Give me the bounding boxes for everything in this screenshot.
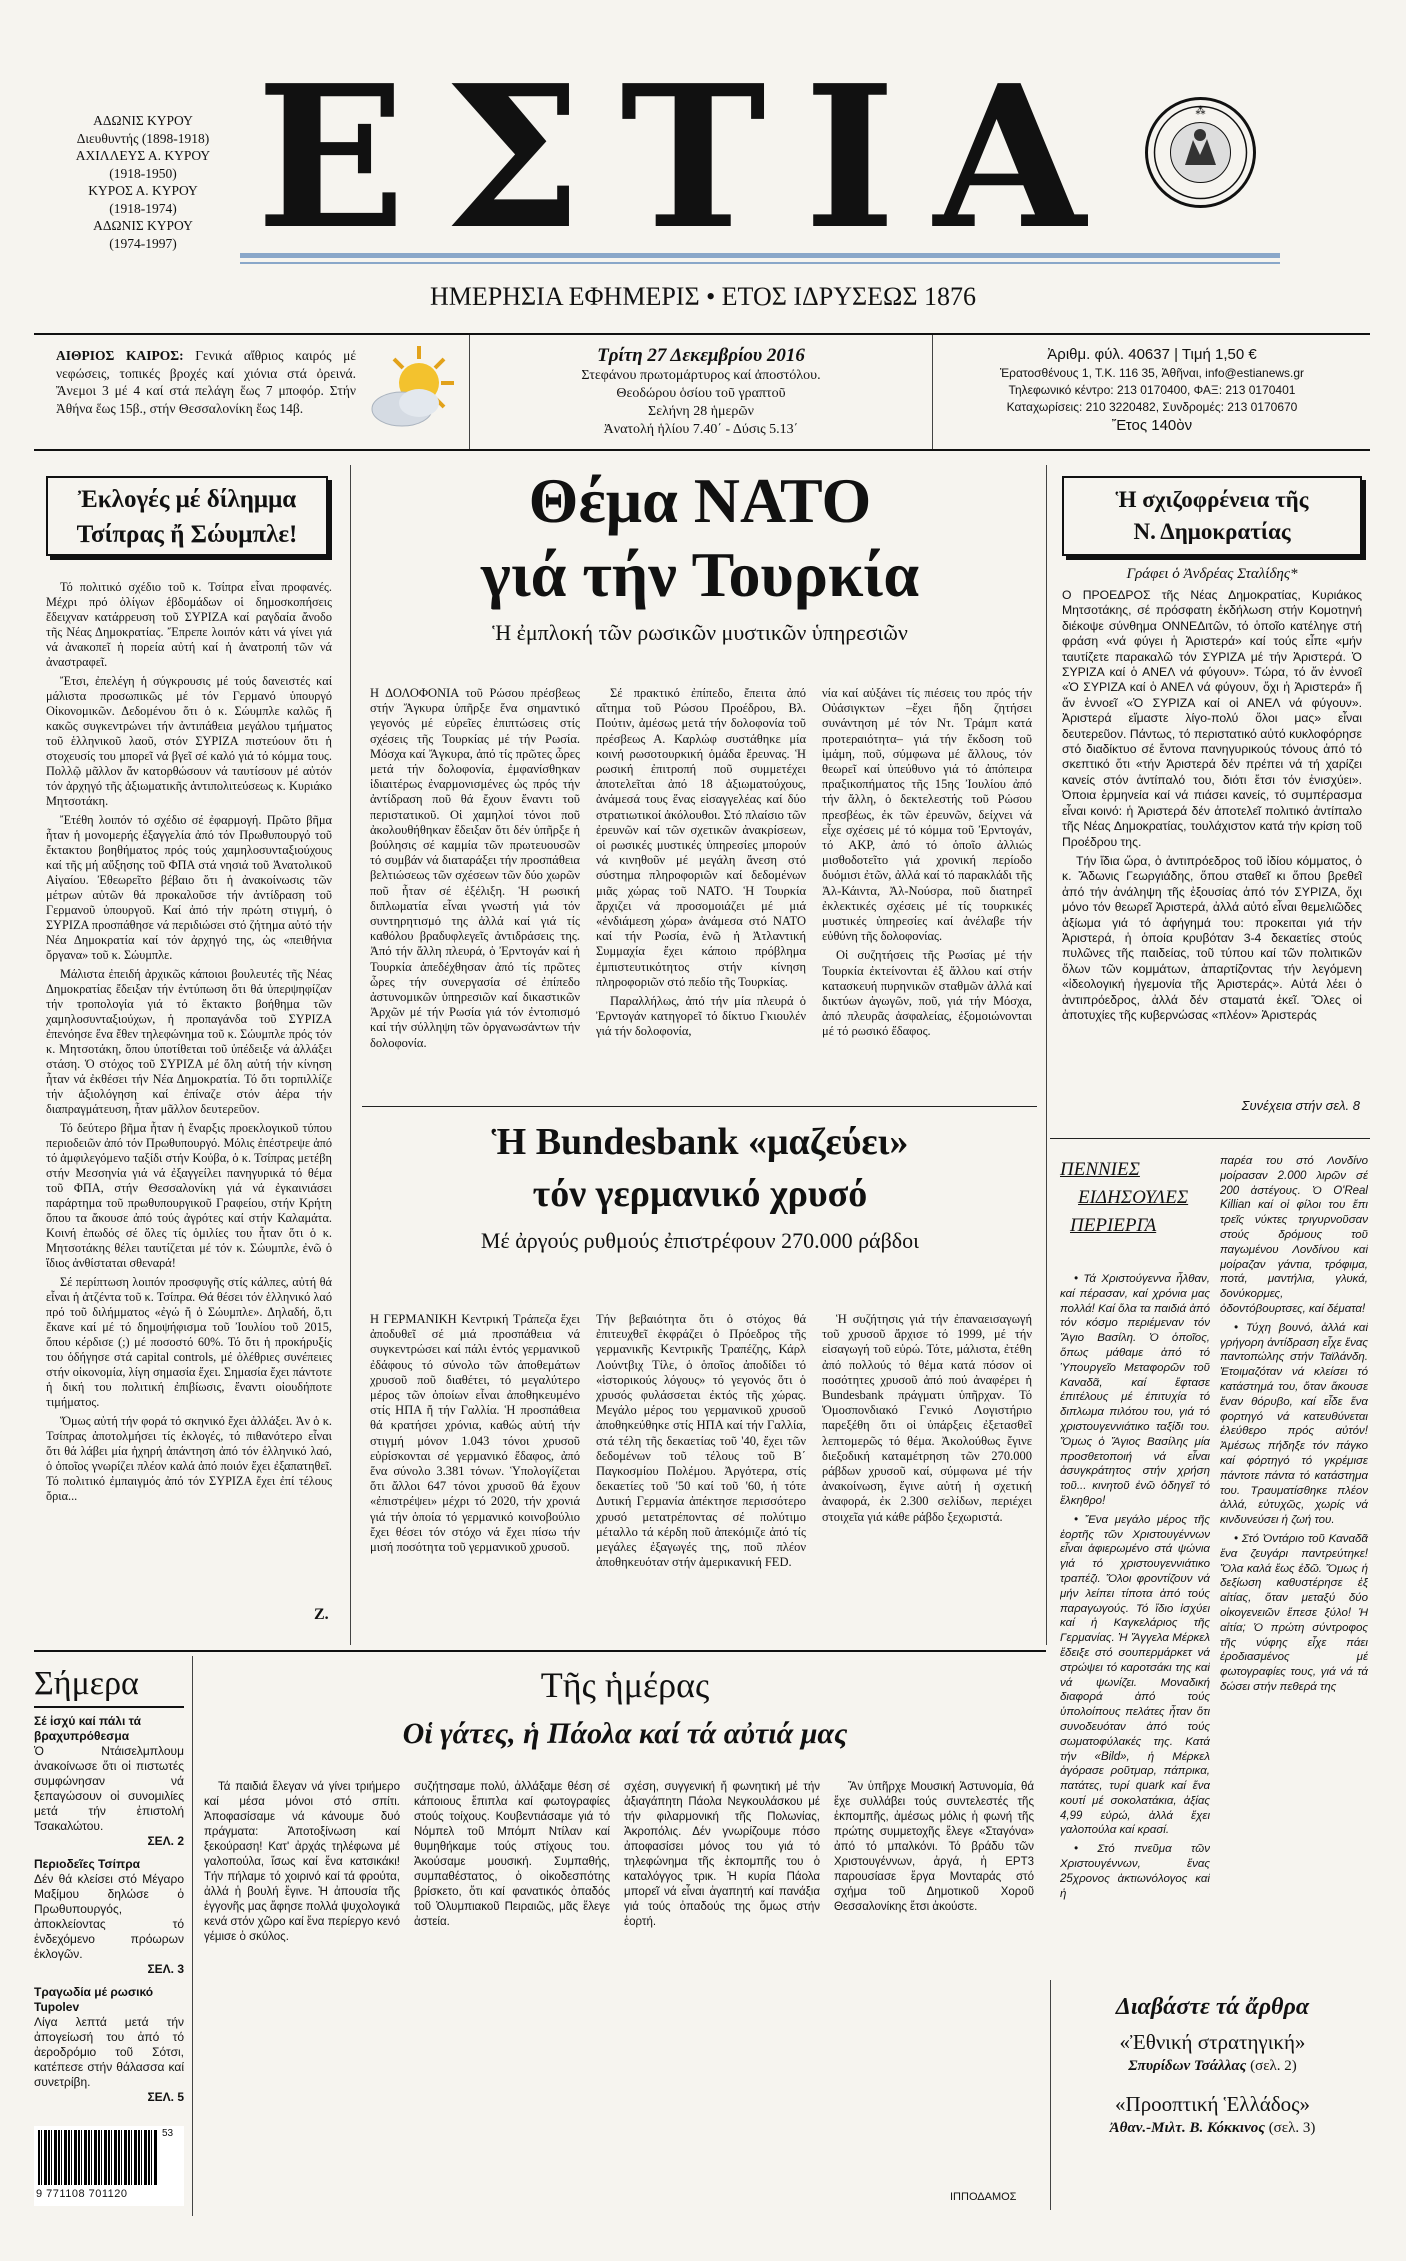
section-rule bbox=[1050, 1138, 1370, 1139]
paragraph: νία καί αὐξάνει τίς πιέσεις του πρός τήν Οὐάσιγκτων –ἔχει ἤδη ζητήσει συνάντηση μέ τόν Ντ. Τράμπ κατά προτεραιότητα– γιά τήν ἔκδοση τοῦ ἰμάμη, ποῦ, σύμφωνα μέ ἄλλους, τόν θεωρεῖ καί ὑπεύθυνο γιά τό ἀπόπειρα πραξικοπήματος τῆς 15ης Ἰουλίου ἀπό τήν ἄλλη, ὁ δεκτελεστής τοῦ Ρώσου πρεσβέως, ἐκ τῶν ἐρευνῶν, δείχνει νά εἶχε σχέσεις μέ τό κόμμα τοῦ Ἐρντογάν, τό ΑΚΡ, ἀπό τό ὁποῖο ἀλλιώς μισθοδοτεῖτο γιά χρονική περίοδο δυόμισι ἐτῶν, ἀλλά καί τό παρακλάδι τῆς Ἀλ-Κάιντα, Ἀλ-Νούσρα, ποῦ διατηρεῖ ἐκλεκτικές σχέσεις μέ τίς τουρκικές μυστικές ὑπηρεσίες καί ἀνέλαβε τήν εὐθύνη τῆς δολοφονίας. bbox=[822, 686, 1032, 944]
paragraph: Ο ΠΡΟΕΔΡΟΣ τῆς Νέας Δημοκρατίας, Κυριάκος Μητσοτάκης, σέ πρόσφατη ἐκδήλωση στήν Κομοτηνή διέκοψε σύνθημα ΟΝΝΕΔιτῶν, τό ὁποῖο κατέληγε στή φράση «νά φύγει ἡ Ἀριστερά» καί τούς εἶπε «μήν ταυτίζετε παρακαλῶ τόν ΣΥΡΙΖΑ μέ τήν Ἀριστερά. Ὁ ΣΥΡΙΖΑ καί ὁ ΑΝΕΛ νά φύγουν». Τώρα, τό ἄν ἐννοεῖ «Ὁ ΣΥΡΙΖΑ καί ὁ ΑΝΕΛ νά φύγουν, ὄχι ἡ Ἀριστερά» ἤ ἄν ἐννοεῖ «Ὁ ΣΥΡΙΖΑ καί οἱ ΑΝΕΛ νά φύγουν». Ἀριστερά εἴμαστε λίγο-πολύ ὅλοι μας» εἶναι δευτερεῦον. Πάντως, τό περιστατικό αὐτό κυκλοφόρησε στό διαδίκτυο σέ ἔντονα πανηγυρικούς τόνους ἀπό τό σκεπτικό ὅτι «τήν Ἀριστερά δέν πρέπει νά τή χαρίζει κανείς στόν ἀντίπαλό του, διότι ἔτσι τόν ἐνισχύει». Όποια ἑρμηνεία καί νά πιάσει κανείς, τό συμπέρασμα εἶναι κοινό: ἡ Ἀριστερά δέν ἀποτελεῖ πολιτικό ἀντίπαλο τῆς Νέας Δημοκρατίας, τουλάχιστον κατά τήν κρίση τοῦ Προέδρου της. bbox=[1062, 588, 1362, 849]
simera-item-page: ΣΕΛ. 2 bbox=[147, 1834, 184, 1848]
continued-link[interactable]: Συνέχεια στήν σελ. 8 bbox=[1241, 1098, 1360, 1113]
founder-line: Διευθυντής (1898-1918) bbox=[76, 130, 210, 146]
nato-article bbox=[360, 458, 1040, 1100]
contact-line: Καταχωρίσεις: 210 3220482, Συνδρομές: 213 0170670 bbox=[1006, 400, 1298, 414]
paragraph: παρέα του στό Λονδίνο μοίρασαν 2.000 λιρῶν σέ 200 ἀστέγους. Ὁ O'Real Killian καί οἱ φίλοι του ἔπι τρεῖς νύκτες τριγυρνοῦσαν στούς δρόμους τοῦ παγωμένου Λονδίνου καί μοίραζαν γάντια, τρόφιμα, ποτά, μαντήλια, γλυκά, δονύκορμες, ὀδοντόβουρτσες, καί δέματα! bbox=[1220, 1155, 1368, 1315]
founders-list bbox=[68, 112, 218, 252]
saints-line: Στεφάνου πρωτομάρτυρος καί ἀποστόλου. bbox=[581, 368, 821, 383]
barcode bbox=[34, 2126, 184, 2206]
gossip-title-line: ΠΕΡΙΕΡΓΑ bbox=[1070, 1215, 1157, 1236]
simera-item bbox=[34, 1857, 184, 1977]
headline-line: Τσίπρας ἤ Σώυμπλε! bbox=[76, 521, 298, 548]
date-box bbox=[470, 345, 932, 439]
headline-line: γιά τήν Τουρκία bbox=[480, 539, 920, 610]
paragraph: Ἡ συζήτησις γιά τήν ἐπαναεισαγωγή τοῦ χρυσοῦ ἄρχισε τό 1999, μέ τήν εἰσαγωγή τοῦ εὐρώ. Τότε, μάλιστα, ἐτέθη ἀπό πολλούς τό θέμα κατά πόσον οἱ ποσότητες χρυσοῦ ἀπό πού ἀναφέρει ἡ Bundesbank πράγματι ὑπῆρχαν. Τό Ὁμοσπονδιακό Γενικό Λογιστήριο παρεξέθη ὅτι οἱ ὑπάρξεις ἐξετασθεῖ λεπτομερῶς τό θέμα. Ἀκολούθως ἔγινε διεξοδική καταμέτρηση τῶν 270.000 ράβδων χρυσοῦ καί, σύμφωνα μέ τήν ἀνακοίνωση, ἔγινε αὐτή ἡ σχετική ἀναφορά, ἐκ 2.300 σελίδων, περιέχει στοιχεῖα γιά κάθε ράβδο ξεχωριστά. bbox=[822, 1312, 1032, 1524]
headline-line: Θέμα ΝΑΤΟ bbox=[528, 465, 872, 536]
tis-imeras-signature: ΙΠΠΟΔΑΜΟΣ bbox=[950, 2191, 1017, 2203]
paragraph: συζήτησαμε πολύ, ἀλλάξαμε θέση σέ κάποιους ἔπιπλα καί φωτογραφίες στούς τοίχους. Κουβεντιάσαμε γιά τό Νόμπελ τοῦ Μπόμπ Ντίλαν καί θυμηθήκαμε τούς στίχους του. Ἀκούσαμε μουσική. Συμπαθής, συμπαθέστατος, ὁ οἰκοδεσπότης βρίσκετο, ὅτι καί φανατικός ὀπαδός τοῦ Ὀλυμπιακοῦ Πειραιῶς, μᾶς ἔλεγε ἀστεία. bbox=[414, 1781, 610, 1928]
tis-imeras-col-2 bbox=[414, 1780, 610, 2200]
article-link-headline: «Προοπτική Ἑλλάδος» bbox=[1115, 2092, 1310, 2116]
year: Ἔτος 140ὸν bbox=[1111, 417, 1193, 434]
right-headline bbox=[1064, 478, 1360, 548]
article-link-headline: «Ἐθνική στρατηγική» bbox=[1119, 2030, 1306, 2054]
founder-line: (1918-1974) bbox=[109, 200, 177, 216]
headline-line: Ἡ σχιζοφρένεια τῆς bbox=[1115, 487, 1309, 512]
simera-item bbox=[34, 1714, 184, 1849]
contact-line: Τηλεφωνικό κέντρο: 213 0170400, ΦΑΞ: 213 0170401 bbox=[1008, 383, 1296, 397]
paragraph: Ἔτσι, ἐπελέγη ἡ σύγκρουσις μέ τούς δανειστές καί μάλιστα προσωπικῶς μέ τόν Γερμανό ὑπουργό Οἰκονομικῶν. Δεδομένου ὅτι ὁ κ. Σώυμπλε καλῶς ἤ κακῶς συγκεντρώνει τήν ἀντιπάθεια μεγάλου τμήματος τοῦ ἑλληνικοῦ λαοῦ, στόν ΣΥΡΙΖΑ πιστεύουν ὅτι ἡ στοχευσίς του μπορεῖ νά βγεῖ σέ καλό γιά τό κόμμα τους. Πολλῷ μᾶλλον ἄν κατορθώσουν νά ταυτίσουν μέ αὐτόν τόν ἀρχηγό τῆς ἀξιωματικῆς ἀντιπολιτεύσεως κ. Κυριάκο Μητσοτάκη. bbox=[46, 674, 332, 808]
paragraph: Η ΓΕΡΜΑΝΙΚΗ Κεντρική Τράπεζα ἔχει ἀποδυθεῖ σέ μιά προσπάθεια νά συγκεντρώσει καί πάλι ἐντός γερμανικοῦ ἐδάφους τό σύνολο τῶν ἀποθεμάτων χρυσοῦ ποῦ διαθέτει, τό μεγαλύτερο μέρος τῶν ὁποίων εἶναι ἀποθηκευμένο στίς ΗΠΑ ἤ τήν Γαλλία. Ἡ προσπάθεια θά κρατήσει χρόνια, καθώς αὐτή τήν στιγμή μόνον 1.043 τόνοι χρυσοῦ εὑρίσκονται σέ γερμανικό ἔδαφος, ἀπό ἕνα σύνολο 3.381 τόνων. Ὑπολογίζεται ὅτι ἄλλοι 647 τόνοι χρυσοῦ θά ἔχουν «ἐπιστρέψει» μέχρι τό 2020, τήν χρονιά γιά τήν ὁποία τό γερμανικό κοινοβούλιο ἔχει θέσει τόν στόχο νά ἔχει πίσω τήν μισή ποσότητα τοῦ γερμανικοῦ χρυσοῦ. bbox=[370, 1312, 580, 1555]
paragraph: Τά παιδιά ἔλεγαν νά γίνει τριήμερο καί μέσα μόνοι στό σπίτι. Ἀποφασίσαμε νά κάνουμε δυό πράγματα: Ἀποτοξίνωση καί ξεκούραση! Κατ' ἀρχάς τηλέφωνα μέ γαλοπούλα, ἴσως καί ἕνα κατσικάκι! Τήν πήλαμε τό χοιρινό καί τά φρούτα, ἀλλά ἡ βουλή ἔγινε. Ἡ ἀπουσία τῆς ἐγγονῆς μας ἄφησε πολλά ψυχολογικά κενά στόν χῶρο καί ἕνα περίεργο κενό γέμισε ὁ σκύλος. bbox=[204, 1781, 400, 1943]
column-rule bbox=[192, 1656, 193, 2216]
svg-text:⁂: ⁂ bbox=[1195, 106, 1206, 117]
page-ref: (σελ. 3) bbox=[1268, 2120, 1316, 2136]
gossip-title-line: ΕΙΔΗΣΟΥΛΕΣ bbox=[1078, 1187, 1189, 1208]
paragraph: Ἔτέθη λοιπόν τό σχέδιο σέ ἐφαρμογή. Πρῶτο βῆμα ἦταν ἡ μονομερής ἐξαγγελία ἀπό τόν Πρωθυπουργό τοῦ ἔκτακτου βοηθήματος πρός τούς χαμηλοσυνταξιούχους καί τῆς μή αὔξησης τοῦ ΦΠΑ στά νησιά τοῦ Ἀνατολικοῦ Αἰγαίου. Ἐθεωρεῖτο βέβαιο ὅτι ἡ ἀνακοίνωσις τῶν μέτρων αὐτῶν θά προκαλοῦσε τήν ἀντίδραση τοῦ Γερμανοῦ ὑπουργοῦ. Καί ἀπό τήν πρώτη στιγμή, ὁ ΣΥΡΙΖΑ προσπάθησε νά περιδιώσει στό ζήτημα αὐτό τήν Νέα Δημοκρατία καί τόν ἀρχηγό της, ὡς «πειθήνια ὄργανα» τοῦ κ. Σώυμπλε. bbox=[46, 813, 332, 962]
byline: Ἀθαν.-Μιλτ. Β. Κόκκινος bbox=[1109, 2120, 1265, 2136]
barcode-bars bbox=[38, 2130, 158, 2185]
simera-item-page: ΣΕΛ. 3 bbox=[147, 1962, 184, 1976]
headline-line: Ἡ Bundesbank «μαζεύει» bbox=[491, 1121, 909, 1163]
masthead-rule bbox=[240, 262, 1280, 264]
section-rule bbox=[34, 1650, 1046, 1652]
info-divider bbox=[932, 335, 933, 449]
simera-title: Σήμερα bbox=[34, 1665, 139, 1702]
newspaper-title: ΕΣΤΙΑ bbox=[256, 43, 1124, 273]
sun-times: Ἀνατολή ἡλίου 7.40΄ - Δύσις 5.13΄ bbox=[603, 422, 799, 437]
column-rule bbox=[350, 465, 351, 1645]
nato-col-2 bbox=[596, 686, 806, 1086]
right-headline-box bbox=[1062, 476, 1362, 556]
masthead-subtitle: ΗΜΕΡΗΣΙΑ ΕΦΗΜΕΡΙΣ • ΕΤΟΣ ΙΔΡΥΣΕΩΣ 1876 bbox=[430, 282, 976, 311]
gossip-title-line: ΠΕΝΝΙΕΣ bbox=[1060, 1159, 1140, 1180]
tis-imeras-title: Τῆς ἡμέρας bbox=[540, 1665, 710, 1705]
paragraph: Τό δεύτερο βῆμα ἦταν ἡ ἔναρξις προεκλογικοῦ τύπου περιοδειῶν ἀπό τόν Πρωθυπουργό. Μόλις ἐπέστρεψε ἀπό τό ἀμφιλεγόμενο ταξίδι στήν Κούβα, ὁ κ. Τσίπρας μετέβη στήν Μεσσηνία γιά νά ἐξαγγείλει πανηγυρικά τό θέμα τοῦ ΦΠΑ, στήν Θεσσαλονίκη γιά νά ἐγκαινιάσει παράρτημα τοῦ πρωθυπουργικοῦ Γραφείου, στήν Κρήτη ὅπου τα ἄκουσε ἀπό τούς ἀγρότες καί στήν Καλαμάτα. Κοινή ἐπωδός σέ ὅλες τίς ὁμιλίες του ἦταν ὅτι ὁ κ. Μητσοτάκης θέλει ταυτίζεται μέ τόν κ. Σώυμπλε, ἐνῶ ὁ ἴδιος ἀνθίσταται σθεναρά! bbox=[46, 1121, 332, 1270]
article-link[interactable] bbox=[1055, 2028, 1370, 2076]
masthead-rule bbox=[240, 253, 1280, 258]
paragraph: • Στό Ὀντάριο τοῦ Καναδᾶ ἕνα ζευγάρι παντρεύτηκε! Ὅλα καλά ἕως ἐδῶ. Ὅμως ἡ δεξίωση καθυστέρησε ἐξ αἰτίας, ὅταν μεταξύ δύο οἰκογενειῶν ἔπεσε ξύλο! Ἡ αἰτία; Ὁ πρώτη σύντροφος τῆς νύφης εἶχε πάει ἐροδιασμένος μέ φωτογραφίες τους, γιά νά τά δώσει στήν πεθερά της bbox=[1220, 1532, 1368, 1693]
paragraph: Τήν βεβαιότητα ὅτι ὁ στόχος θά ἐπιτευχθεῖ ἐκφράζει ὁ Πρόεδρος τῆς γερμανικῆς Κεντρικῆς Τραπέζης, Κάρλ Λούντβιχ Τίλε, ὁ ὁποῖος ἀποδίδει τό «ἱστορικούς λόγους» τό γεγονός ὅτι ὁ χρυσός φυλάσσεται ἐκτός τῆς χώρας. Μεγάλο μέρος του γερμανικοῦ χρυσοῦ ἀποθηκεύθηκε στίς ΗΠΑ καί τήν Γαλλία, στά τέλη τῆς δεκαετίας τοῦ '40, ἔχει τῶν δεδομένων τοῦ τέλους τοῦ Β΄ Παγκοσμίου Πολέμου. Ἀργότερα, στίς δεκαετίες τοῦ '50 καί τοῦ '60, ἡ τότε Δυτική Γερμανία ἀπέκτησε περισσότερο χρυσό μετατρέποντας σέ πολύτιμο μέταλλο τά κέρδη ποῦ ἀπεκόμιζε ἀπό τίς μεγάλες ἐξαγωγές της, ποῦ πλέον ἀποθηκευόταν στήν ἀμερικανική FED. bbox=[596, 1312, 806, 1570]
athens-seal-icon bbox=[1143, 95, 1258, 210]
paragraph: Σέ πρακτικό ἐπίπεδο, ἔπειτα ἀπό αἴτημα τοῦ Ρώσου Προέδρου, Βλ. Πούτιν, ἀμέσως μετά τήν δολοφονία τοῦ πρέσβεως Α. Καρλώφ συστάθηκε μία κοινή ρωσοτουρκική ὁμάδα ἔρευνας. Ἡ ρωσική ἐπιτροπή ποῦ συμμετέχει ἀποτελεῖται ἀπό 18 ἀξιωματούχους, ἀνάμεσά τους ἕνας εἰσαγγελέας καί δύο στρατιωτικοί ἀκόλουθοι. Στό πλαίσιο τῶν ἐρευνῶν καί τῶν σχετικῶν ἀνακρίσεων, οἱ ρωσικές μυστικές ὑπηρεσίες μπορούν νά κινηθοῦν μέ μεγάλη ἄνεση στό σύστημα πληροφοριῶν καί δεδομένων μιᾶς χώρας τοῦ ΝΑΤΟ. Ἡ Τουρκία ἄρχιζει νά προσομοιάζει μέ μιά «ἐνδιάμεση χώρα» ἀνάμεσα στό ΝΑΤΟ καί τήν Ρωσία, ἐνῶ ἡ Ἀτλαντική Συμμαχία ἔχει κάποιο πρόβλημα ἐμπιστευτικότητος στήν κίνηση πληροφοριῶν στό πεδίο τῆς Τουρκίας. bbox=[596, 686, 806, 989]
date: Τρίτη 27 Δεκεμβρίου 2016 bbox=[597, 345, 805, 366]
simera-item bbox=[34, 1985, 184, 2105]
paragraph: Τήν ἴδια ὥρα, ὁ ἀντιπρόεδρος τοῦ ἰδίου κόμματος, ὁ κ. Ἄδωνις Γεωργιάδης, ὅπου σταθεῖ κι ὅπου βρεθεῖ ἀπό τήν ἀνάληψη τῆς ἐξουσίας ἀπό τόν ΣΥΡΙΖΑ, ὄχι μόνο τόν θεωρεῖ Ἀριστερά, ἀλλά αὐτό εἶναι θεμελιῶδες ἀξίωμα γιά τό ἀφήγημά του: προκειται γιά τήν Ἀριστερά, ἡ ὁποία κρυβόταν 3-4 δεκαετίες στούς πυλῶνες τῆς παιδείας, τοῦ τύπου καί τῶν πολιτικῶν ὅλων τῶν κομμάτων, ἀπαρτίζοντας τήν λεγόμενη «ἰδεολογική ἡγεμονία τῆς Ἀριστεράς». Αὐτά λέει ὁ ἀντιπρόεδρος, ἀλλά δέν σταματά ἐκεῖ. Ὅλες οἱ ἀποτυχίες τῆς κυβερνώσας «πλέον» Ἀριστεράς bbox=[1062, 853, 1362, 1022]
left-article-body bbox=[46, 580, 332, 1590]
simera-item-text: Δέν θά κλείσει στό Μέγαρο Μαξίμου δηλώσε ὁ Πρωθυπουργός, ἀποκλείοντας τό ἐνδεχόμενο πρόωρων ἐκλογῶν. bbox=[34, 1872, 184, 1961]
right-article bbox=[1056, 468, 1372, 1118]
info-bar bbox=[34, 333, 1370, 451]
weather-text: Γενικά αἴθριος καιρός μέ νεφώσεις, τοπικές βροχές καί χιόνια στά ὀρεινά. Ἄνεμοι 3 μέ 4 καί στά πελάγη ἕως 7 μποφόρ. Στήν Ἀθήνα ἕως 15β., στήν Θεσσαλονίκη ἕως 14β. bbox=[56, 348, 356, 416]
articles-box-title: Διαβάστε τά ἄρθρα bbox=[1115, 1994, 1310, 2020]
barcode-number: 9 771108 701120 bbox=[36, 2188, 128, 2200]
tis-imeras-col-1 bbox=[204, 1780, 400, 2200]
left-article bbox=[34, 468, 340, 1643]
gossip-col-2 bbox=[1220, 1154, 1368, 1994]
right-author: Γράφει ὁ Ἀνδρέας Σταλίδης* bbox=[1126, 566, 1298, 582]
simera-section bbox=[34, 1656, 184, 2216]
headline-line: Ν. Δημοκρατίας bbox=[1133, 519, 1291, 544]
nato-subhead: Ἡ ἐμπλοκή τῶν ρωσικῶν μυστικῶν ὑπηρεσιῶν bbox=[492, 620, 908, 645]
column-rule bbox=[1046, 465, 1047, 1645]
simera-item-title: Περιοδεῖες Τσίπρα bbox=[34, 1857, 140, 1871]
issue-number: Ἀριθμ. φύλ. 40637 | Τιμή 1,50 € bbox=[1047, 346, 1257, 363]
founder-line: ΑΧΙΛΛΕΥΣ Α. ΚΥΡΟΥ bbox=[75, 148, 211, 163]
paragraph: • Ἔνα μεγάλο μέρος τῆς ἑορτῆς τῶν Χριστουγέννων εἶναι ἀφιερωμένο στά ψώνια γιά τό χριστουγεννιάτικο τραπέζι. Ὅλοι φροντίζουν νά μήν λείπει τίποτα ἀπό τούς παραγωγούς. Τό ἴδιο ἰσχύει καί ἡ Καγκελάριος τῆς Γερμανίας. Ἡ Ἄγγελα Μέρκελ ἔδειξε στό σουπερμάρκετ νά στρώψει τό καροτσάκι της καί νά ψωνίζει. Μοναδική διαφορά ἀπό τούς ὑπολοίπους πελάτες ἦταν ὅτι συνοδευόταν ἀπό τούς σωματοφύλακές της. Κατά τήν «Bild», ἡ Μέρκελ ἀγόρασε ροῦτμαρ, πάπρικα, πατάτες, τυρί quark καί ἕνα κουτί μέ σοκολατάκια, ἀξίας 4,99 εὐρώ, ἀλλά ἔχει γαλοπούλα καί κρασί. bbox=[1060, 1513, 1210, 1837]
left-signature: Ζ. bbox=[314, 1606, 329, 1623]
gossip-col-1 bbox=[1060, 1272, 1210, 1992]
founder-line: (1918-1950) bbox=[109, 165, 177, 181]
bundesbank-subhead: Μέ ἀργούς ρυθμούς ἐπιστρέφουν 270.000 ράβδοι bbox=[480, 1228, 920, 1253]
contact-line: Ἐρατοσθένους 1, Τ.Κ. 116 35, Ἀθῆναι, info@estianews.gr bbox=[999, 366, 1305, 380]
tis-imeras-col-3 bbox=[624, 1780, 820, 2200]
founder-line: ΑΔΩΝΙΣ ΚΥΡΟΥ bbox=[93, 113, 193, 128]
simera-item-text: Ὁ Ντάισελμπλουμ ἀνακοίνωσε ὅτι οἱ πιστωτές συμφώνησαν νά ξεπαγώσουν οἱ συνομιλίες μετά τήν ἐπιστολή Τσακαλώτου. bbox=[34, 1744, 184, 1833]
paragraph: Ὅμως αὐτή τήν φορά τό σκηνικό ἔχει ἀλλάξει. Ἀν ὁ κ. Τσίπρας ἀποτολμήσει τίς ἐκλογές, τό πιθανότερο εἶναι ὅτι θά λάβει μία ἠχηρή ἀπάντηση ἀπό τόν ἑλληνικό λαό, ὁ ὁποῖος γνωρίζει πλέον καλά ἀπό ποιόν ἔχει ἐξαπατηθεῖ. Τό πολιτικό ἐμπαιγμός ἀπό τόν ΣΥΡΙΖΑ ἔχει ἐπί τέλους ὅρια... bbox=[46, 1414, 332, 1503]
sun-cloud-icon bbox=[364, 341, 459, 436]
simera-item-title: Τραγωδία μέ ρωσικό Tupolev bbox=[34, 1985, 154, 2014]
nato-headline bbox=[360, 464, 1040, 612]
masthead bbox=[0, 0, 1406, 380]
gossip-section bbox=[1050, 1144, 1370, 1974]
bundesbank-col-2 bbox=[596, 1312, 806, 1642]
weather-label: ΑΙΘΡΙΟΣ ΚΑΙΡΟΣ: bbox=[56, 348, 184, 363]
paragraph: Τό πολιτικό σχέδιο τοῦ κ. Τσίπρα εἶναι προφανές. Μέχρι πρό ὀλίγων ἑβδομάδων οἱ δημοσκοπήσεις ἔδειχναν κατάρρευση τοῦ ΣΥΡΙΖΑ καί ραγδαία ἄνοδο τῆς Νέας Δημοκρατίας. Ἔπρεπε λοιπόν κάτι νά γίνει γιά νά ἀνακοπεῖ ἡ πορεία αὐτή καί ἡ ἀνατροπή τῶν νά ἀναστραφεῖ. bbox=[46, 580, 332, 669]
nato-col-3 bbox=[822, 686, 1032, 1086]
paragraph: Παραλλήλως, ἀπό τήν μία πλευρά ὁ Ἐρντογάν κατηγορεῖ τό δίκτυο Γκιουλέν γιά τήν δολοφονία, bbox=[596, 994, 806, 1039]
paragraph: • Στό πνεῦμα τῶν Χριστουγέννων, ἕνας 25χρονος ἀκτιωνόλογος καί ἡ bbox=[1060, 1843, 1210, 1900]
paragraph: Η ΔΟΛΟΦΟΝΙΑ τοῦ Ρώσου πρέσβεως στήν Ἄγκυρα ὑπῆρξε ἕνα σημαντικό γεγονός μέ εὐρεῖες ἐπιπτώσεις στίς σχέσεις τῆς Τουρκίας μέ τήν Ρωσία. Μόσχα καί Ἄγκυρα, ἀπό τίς πρῶτες ὧρες μετά τήν δολοφονία, ἐμφανίσθηκαν ἰδιαιτέρως ἐναρμονισμένες ὡς πρός τήν ἀντίδραση ποῦ θά ἔχουν ἔναντι τοῦ περιστατικοῦ. Οἱ χαμηλοί τόνοι ποῦ ἀκολουθήθηκαν ἔδειξαν ὅτι δέν ὑπῆρξε ἡ βούλησις σέ καμμία τῶν πρωτευουσῶν τό συμβάν νά διαταράξει τήν προσπάθεια βελτιώσεως τῶν σχέσεων τῶν δύο χωρῶν ποῦ ἦταν σέ ἐξέλιξη. Ἡ ρωσική διπλωματία εἶναι γνωστή γιά τόν συντηρητισμό της ἀλλά καί γιά τίς καθόλου βραδυφλεγεῖς ἀντιδράσεις της. Ἀπό τήν ἄλλη πλευρά, ὁ Ἐρντογάν καί ἡ Τουρκία ἀπεδέχθησαν ἀπό τίς πρῶτες ὧρες τήν συνεργασία σέ ἐπίπεδο ἀστυνομικῶν ὑπηρεσιῶν καί δικαστικῶν Ἀρχῶν μέ τήν Ρωσία γιά τόν ἐντοπισμό καί τήν σύλληψη τῶν ὀργανωσάντων τήν δολοφονία. bbox=[370, 686, 580, 1050]
paragraph: • Τά Χριστούγεννα ἦλθαν, καί πέρασαν, καί χρόνια μας πολλά! Καί ὅλα τα παιδιά ἀπό τόν κόσμο περιέμεναν τόν Ἅγιο Βασίλη. Ὁ ὁποῖος, ὅπως μάθαμε ἀπό τό Ὑπουργεῖο Μεταφορῶν τοῦ Καναδᾶ, καί ἔφτασε ἐπιτέλους μέ ἐπιτυχία τό διπλωμα πιλότου του, γιά τό χριστουγεννιάτικο ταξίδι του. Ὅμως ὁ Ἅγιος Βασίλης μία προσθετοποιή νά εἶναι ἀσυγκράτητος στήν χρήση τοῦ... κινητοῦ ἐνῶ ὁδηγεῖ τό ἔλκηθρο! bbox=[1060, 1273, 1210, 1507]
simera-item-text: Λίγα λεπτά μετά τήν ἀπογείωσή του ἀπό τό ἀεροδρόμιο τοῦ Σότσι, κατέπεσε στήν θάλασσα καί συνετρίβη. bbox=[34, 2015, 184, 2089]
column-rule bbox=[1050, 1980, 1051, 2210]
paragraph: Μάλιστα ἐπειδή ἀρχικῶς κάποιοι βουλευτές τῆς Νέας Δημοκρατίας ἔδειξαν τήν ἐντύπωση ὅτι θά ὑπερψηφίζαν τήν τροπολογία γιά τό ἔκτακτο βοήθημα τῶν χαμηλοσυνταξιούχων, ἡ προπαγάνδα τοῦ ΣΥΡΙΖΑ ἐπενόησε ἕνα ἔθεν τηλεφώνημα τοῦ κ. Σώυμπλε πρός τόν κ. Μητσοτάκη, ὅπου ὑποτίθεται τοῦ ὑπέδειξε νά ἀλλάξει στάση. Ὁ στόχος τοῦ ΣΥΡΙΖΑ μέ ὅλη αὐτή τήν κίνηση ἦταν νά ἐκθέσει τήν Νέα Δημοκρατία. Τό ὅτι τορπιλλίζε τήν ἀξιολόγηση καί ἐπίναζε στόν ἀέρα τήν διαπραγμάτευση, ἦταν μᾶλλον δευτερεῦον. bbox=[46, 967, 332, 1116]
left-headline-box bbox=[46, 476, 328, 556]
nato-col-1 bbox=[370, 686, 580, 1086]
tis-imeras-col-4 bbox=[834, 1780, 1034, 2180]
article-link-byline bbox=[1055, 2118, 1370, 2138]
bundesbank-col-1 bbox=[370, 1312, 580, 1642]
byline: Σπυρίδων Τσάλλας bbox=[1128, 2058, 1247, 2074]
weather-box bbox=[34, 335, 464, 449]
tis-imeras-section bbox=[200, 1656, 1050, 2216]
paragraph: σχέση, συγγενική ἤ φωνητική μέ τήν ἀξιαγάπητη Πάολα Νεγκουλάσκου μέ τήν φιλαρμονική τῆς Πολωνίας, Ἀκροπόλις. Δέν γνωρίζουμε πόσο ἀποφασίσει μόνος του γιά τό τηλεφώνημα τῆς ἐκπομπῆς του ὁ καταλόγγος τρικ. Ἡ κυρία Πάολα μπορεῖ νά εἶναι ἀγαπητή καί πανάξια γιά τούς ὀπαδούς της ὅμως στήν ἑορτή. bbox=[624, 1781, 820, 1928]
bundesbank-article bbox=[360, 1112, 1040, 1647]
contact-box bbox=[934, 345, 1370, 436]
founder-line: ΑΔΩΝΙΣ ΚΥΡΟΥ bbox=[93, 218, 193, 233]
headline-line: τόν γερμανικό χρυσό bbox=[532, 1173, 868, 1215]
section-rule bbox=[362, 1106, 1037, 1107]
bundesbank-col-3 bbox=[822, 1312, 1032, 1642]
paragraph: Οἱ συζητήσεις τῆς Ρωσίας μέ τήν Τουρκία ἐκτείνονται ἐξ ἄλλου καί στήν κατασκευή πυρηνικῶν σταθμῶν ἀλλά καί δικτύων ἀγωγῶν, ποῦ, γιά τήν Μόσχα, ἀπό πλευρᾶς ἀσφαλείας, ἐξομοιώνονται μέ τό ρωσικό ἔδαφος. bbox=[822, 948, 1032, 1039]
paragraph: • Τύχη βουνό, ἀλλά καί γρήγορη ἀντίδραση εἶχε ἕνας παντοπώλης στήν Ταϊλάνδη. Ἐτοιμαζόταν νά κλείσει τό κατάστημά του, ὅταν ἄκουσε ἕναν θόρυβο, καί εἶδε ἕνα φορτηγό νά κατευθύνεται ἐλεύθερο πρός αὐτόν! Ἀμέσως πήδηξε τόν πάγκο καί φόρτηγό τό γκρέμισε πάντοτε πάντα τό κατάστημα του. Τραυματίσθηκε πλέον ἀλλά, εὐτυχῶς, χωρίς νά κινδυνεύσει ἡ ζωή του. bbox=[1220, 1321, 1368, 1527]
simera-item-title: Σέ ἰσχύ καί πάλι τά βραχυπρόθεσμα bbox=[34, 1714, 142, 1743]
headline-line: Ἐκλογές μέ δίλημμα bbox=[77, 486, 297, 513]
left-headline bbox=[48, 478, 326, 552]
saints-line: Θεοδώρου ὁσίου τοῦ γραπτοῦ bbox=[616, 386, 786, 401]
paragraph: Σέ περίπτωση λοιπόν προσφυγῆς στίς κάλπες, αὐτή θά εἶναι ἡ ἀτζέντα τοῦ κ. Τσίπρα. Θά θέσει τόν ἑλληνικό λαό πρό τοῦ διλήμματος «ἐγώ ἤ ὁ Σώυμπλε». Δηλαδή, ὅ,τι ἔκανε καί μέ τό δημοψήφισμα τοῦ Ἰουλίου τοῦ 2015, ὅπου κέρδισε (;) μέ ποσοστό 60%. Τό ὅτι ἡ προκήρυξίς του ὁδήγησε στά capital controls, μέ ὀλέθριες συνέπειες στήν οἰκονομία, λίγη σημασία ἔχει. Σημασία ἔχει πάντοτε ἡ δική του πολιτική ἐπιβίωσις, ἔναντι οἰουδήποτε τιμήματος. bbox=[46, 1275, 332, 1409]
bundesbank-headline bbox=[360, 1116, 1040, 1220]
simera-item-page: ΣΕΛ. 5 bbox=[147, 2090, 184, 2104]
paragraph: Ἄν ὑπῆρχε Μουσική Ἀστυνομία, θά ἔχε συλλάβει τούς συντελεστές τῆς ἐκπομπῆς, ἀμέσως μόλις ἡ φωνή τῆς πρώτης συμμετοχῆς ἔλεγε «Σταγόνα» ἀπό τό μπαλκόνι. Τό βράδυ τῶν Χριστουγέννων, ἀργά, ἡ ΕΡΤ3 παρουσίασε ἔργα Μονταράς στό σχήμα τοῦ Δημοτικοῦ Χοροῦ Θεσσαλονίκης ἔτσι ἀκούστε. bbox=[834, 1781, 1034, 1913]
barcode-addon: 53 bbox=[162, 2128, 174, 2139]
moon: Σελήνη 28 ἡμερῶν bbox=[648, 404, 754, 419]
tis-imeras-headline: Οἱ γάτες, ἡ Πάολα καί τά αὐτιά μας bbox=[402, 1717, 848, 1750]
page-ref: (σελ. 2) bbox=[1250, 2058, 1297, 2074]
founder-line: (1974-1997) bbox=[109, 235, 177, 251]
founder-line: ΚΥΡΟΣ Α. ΚΥΡΟΥ bbox=[88, 183, 198, 198]
article-link-byline bbox=[1055, 2056, 1370, 2076]
articles-box bbox=[1055, 1990, 1370, 2210]
right-article-body bbox=[1062, 588, 1362, 1066]
gossip-title bbox=[1060, 1156, 1210, 1240]
article-link[interactable] bbox=[1055, 2090, 1370, 2138]
